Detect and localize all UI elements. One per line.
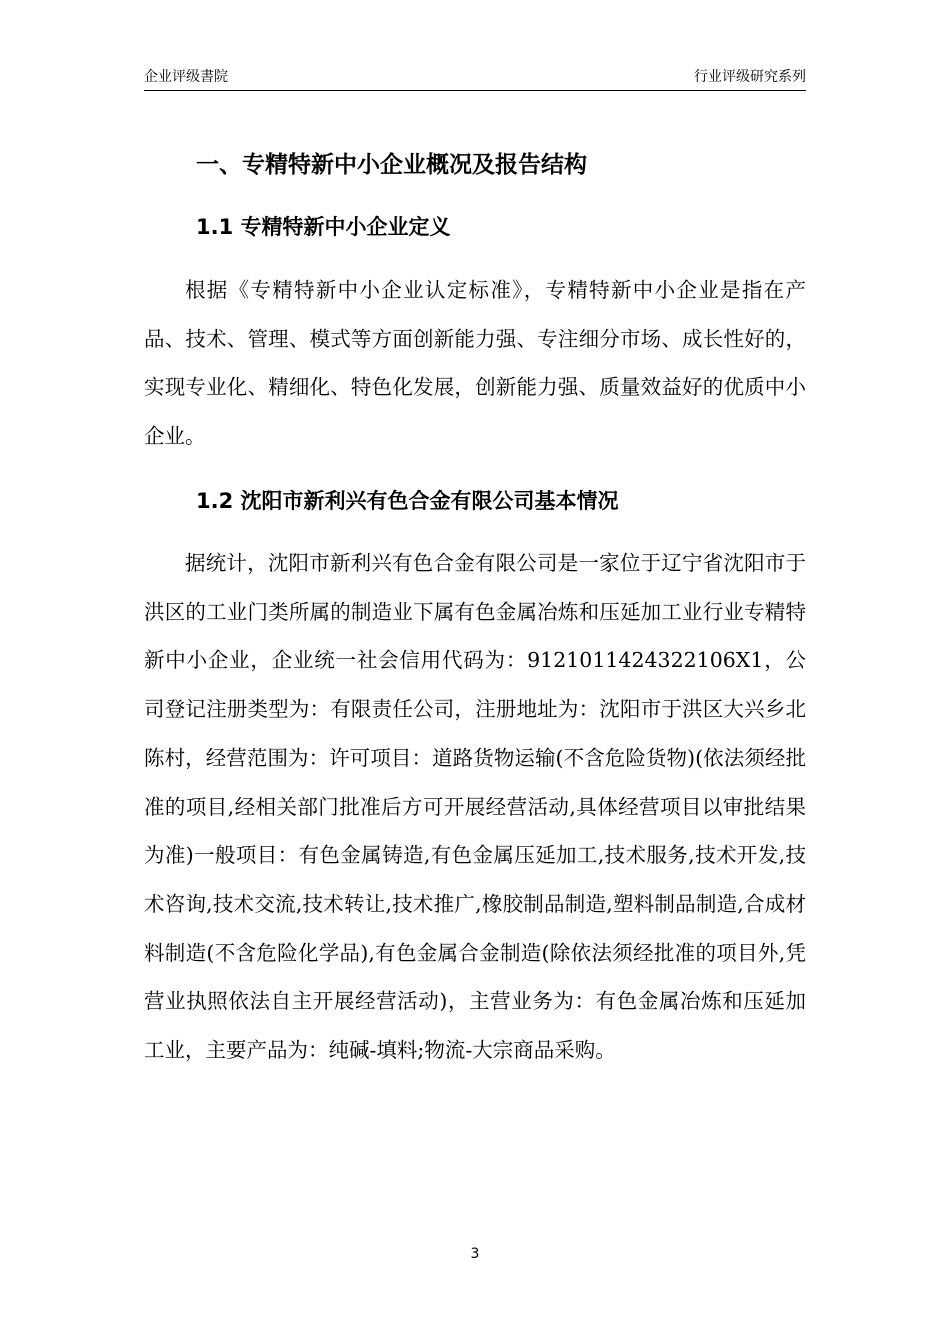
page-number: 3 [470, 1246, 480, 1262]
page-header [144, 66, 806, 91]
header-left-title: 企业评级書院 [144, 69, 228, 85]
section-title: 一、专精特新中小企业概况及报告结构 [196, 152, 587, 178]
header-right-title: 行业评级研究系列 [694, 69, 806, 85]
subsection-title-1-1: 1.1 专精特新中小企业定义 [196, 215, 451, 239]
company-info-paragraph: 据统计，沈阳市新利兴有色合金有限公司是一家位于辽宁省沈阳市于洪区的工业门类所属的制造业下属有色金属冶炼和压延加工业行业专精特新中小企业，企业统一社会信用代码为：9121011424322106X1，公司登记注册类型为：有限责任公司，注册地址为：沈阳市于洪区大兴乡北陈村，经营范围为：许可项目：道路货物运输(不含危险货物)(依法须经批准的项目,经相关部门批准后方可开展经营活动,具体经营项目以审批结果为准)一般项目：有色金属铸造,有色金属压延加工,技术服务,技术开发,技术咨询,技术交流,技术转让,技术推广,橡胶制品制造,塑料制品制造,合成材料制造(不含危险化学品),有色金属合金制造(除依法须经批准的项目外,凭营业执照依法自主开展经营活动)，主营业务为：有色金属冶炼和压延加工业，主要产品为：纯碱-填料;物流-大宗商品采购。 [144, 551, 806, 1063]
definition-paragraph: 根据《专精特新中小企业认定标准》，专精特新中小企业是指在产品、技术、管理、模式等方面创新能力强、专注细分市场、成长性好的，实现专业化、精细化、特色化发展，创新能力强、质量效益好的优质中小企业。 [144, 278, 806, 449]
subsection-title-1-2: 1.2 沈阳市新利兴有色合金有限公司基本情况 [196, 489, 619, 513]
